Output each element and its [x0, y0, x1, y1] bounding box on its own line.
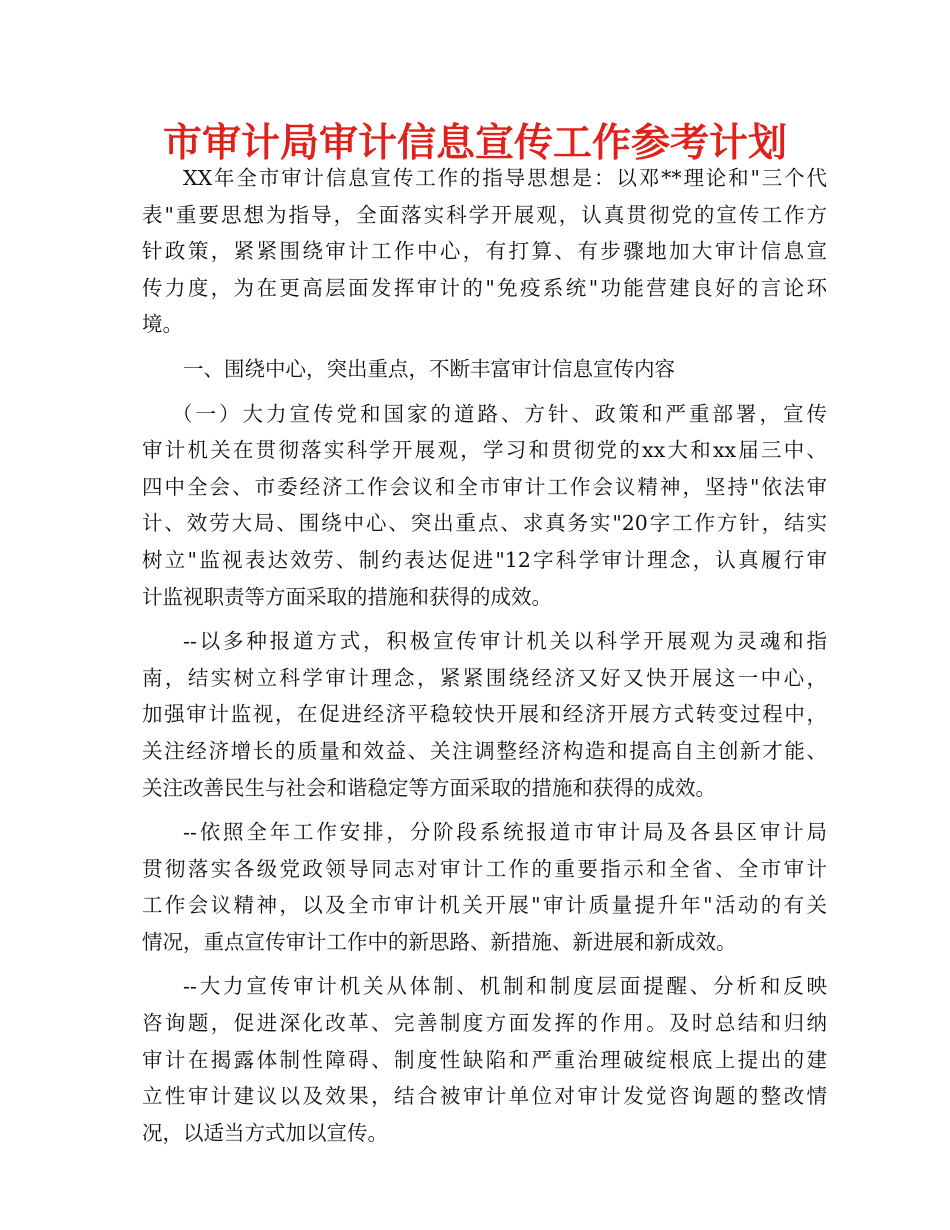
text-line: 情况，重点宣传审计工作中的新思路、新措施、新进展和新成效。: [142, 929, 737, 954]
text-line: 咨询题，促进深化改革、完善制度方面发挥的作用。及时总结和归纳: [142, 1011, 827, 1036]
text-line: 关注经济增长的质量和效益、关注调整经济构造和提高自主创新才能、: [142, 738, 827, 763]
text-line: 关注改善民生与社会和谐稳定等方面采取的措施和获得的成效。: [142, 775, 716, 800]
text-line: --依照全年工作安排，分阶段系统报道市审计局及各县区审计局: [183, 820, 827, 845]
section-heading-1: [142, 351, 827, 388]
text-line: --大力宣传审计机关从体制、机制和制度层面提醒、分析和反映: [183, 974, 827, 999]
document-body: [142, 160, 827, 1151]
text-line: 加强审计监视，在促进经济平稳较快开展和经济开展方式转变过程中，: [142, 702, 827, 727]
text-line: 审计在揭露体制性障碍、制度性缺陷和严重治理破绽根底上提出的建: [142, 1047, 827, 1072]
text-line: 表"重要思想为指导，全面落实科学开展观，认真贯彻党的宣传工作方: [142, 202, 827, 227]
text-line: 计监视职责等方面采取的措施和获得的成效。: [142, 584, 552, 609]
text-line: 况，以适当方式加以宣传。: [142, 1120, 388, 1145]
document-title: 市审计局审计信息宣传工作参考计划: [162, 121, 787, 166]
paragraph-item-1: [142, 396, 827, 616]
text-line: 审计机关在贯彻落实科学开展观，学习和贯彻党的xx大和xx届三中、: [142, 438, 827, 463]
text-line: 贯彻落实各级党政领导同志对审计工作的重要指示和全省、全市审计: [142, 856, 827, 881]
text-line: （一）大力宣传党和国家的道路、方针、政策和严重部署，宣传: [172, 401, 827, 426]
section-heading: 一、围绕中心，突出重点，不断丰富审计信息宣传内容: [183, 356, 675, 381]
text-line: 南，结实树立科学审计理念，紧紧围绕经济又好又快开展这一中心，: [142, 665, 827, 690]
paragraph-guiding-thought: [142, 160, 827, 343]
paragraph-bullet-2: [142, 814, 827, 960]
text-line: 传力度，为在更高层面发挥审计的"免疫系统"功能营建良好的言论环: [142, 275, 827, 300]
paragraph-bullet-1: [142, 623, 827, 806]
text-line: 境。: [142, 312, 183, 337]
text-line: 工作会议精神，以及全市审计机关开展"审计质量提升年"活动的有关: [142, 893, 827, 918]
text-line: 立性审计建议以及效果，结合被审计单位对审计发觉咨询题的整改情: [142, 1084, 827, 1109]
text-line: 针政策，紧紧围绕审计工作中心，有打算、有步骤地加大审计信息宣: [142, 239, 827, 264]
text-line: 树立"监视表达效劳、制约表达促进"12字科学审计理念，认真履行审: [142, 547, 827, 572]
text-line: 计、效劳大局、围绕中心、突出重点、求真务实"20字工作方针，结实: [142, 511, 827, 536]
paragraph-bullet-3: [142, 968, 827, 1151]
text-line: --以多种报道方式，积极宣传审计机关以科学开展观为灵魂和指: [183, 629, 827, 654]
text-line: 四中全会、市委经济工作会议和全市审计工作会议精神，坚持"依法审: [142, 474, 827, 499]
text-line: XX年全市审计信息宣传工作的指导思想是：以邓**理论和"三个代: [183, 166, 827, 190]
